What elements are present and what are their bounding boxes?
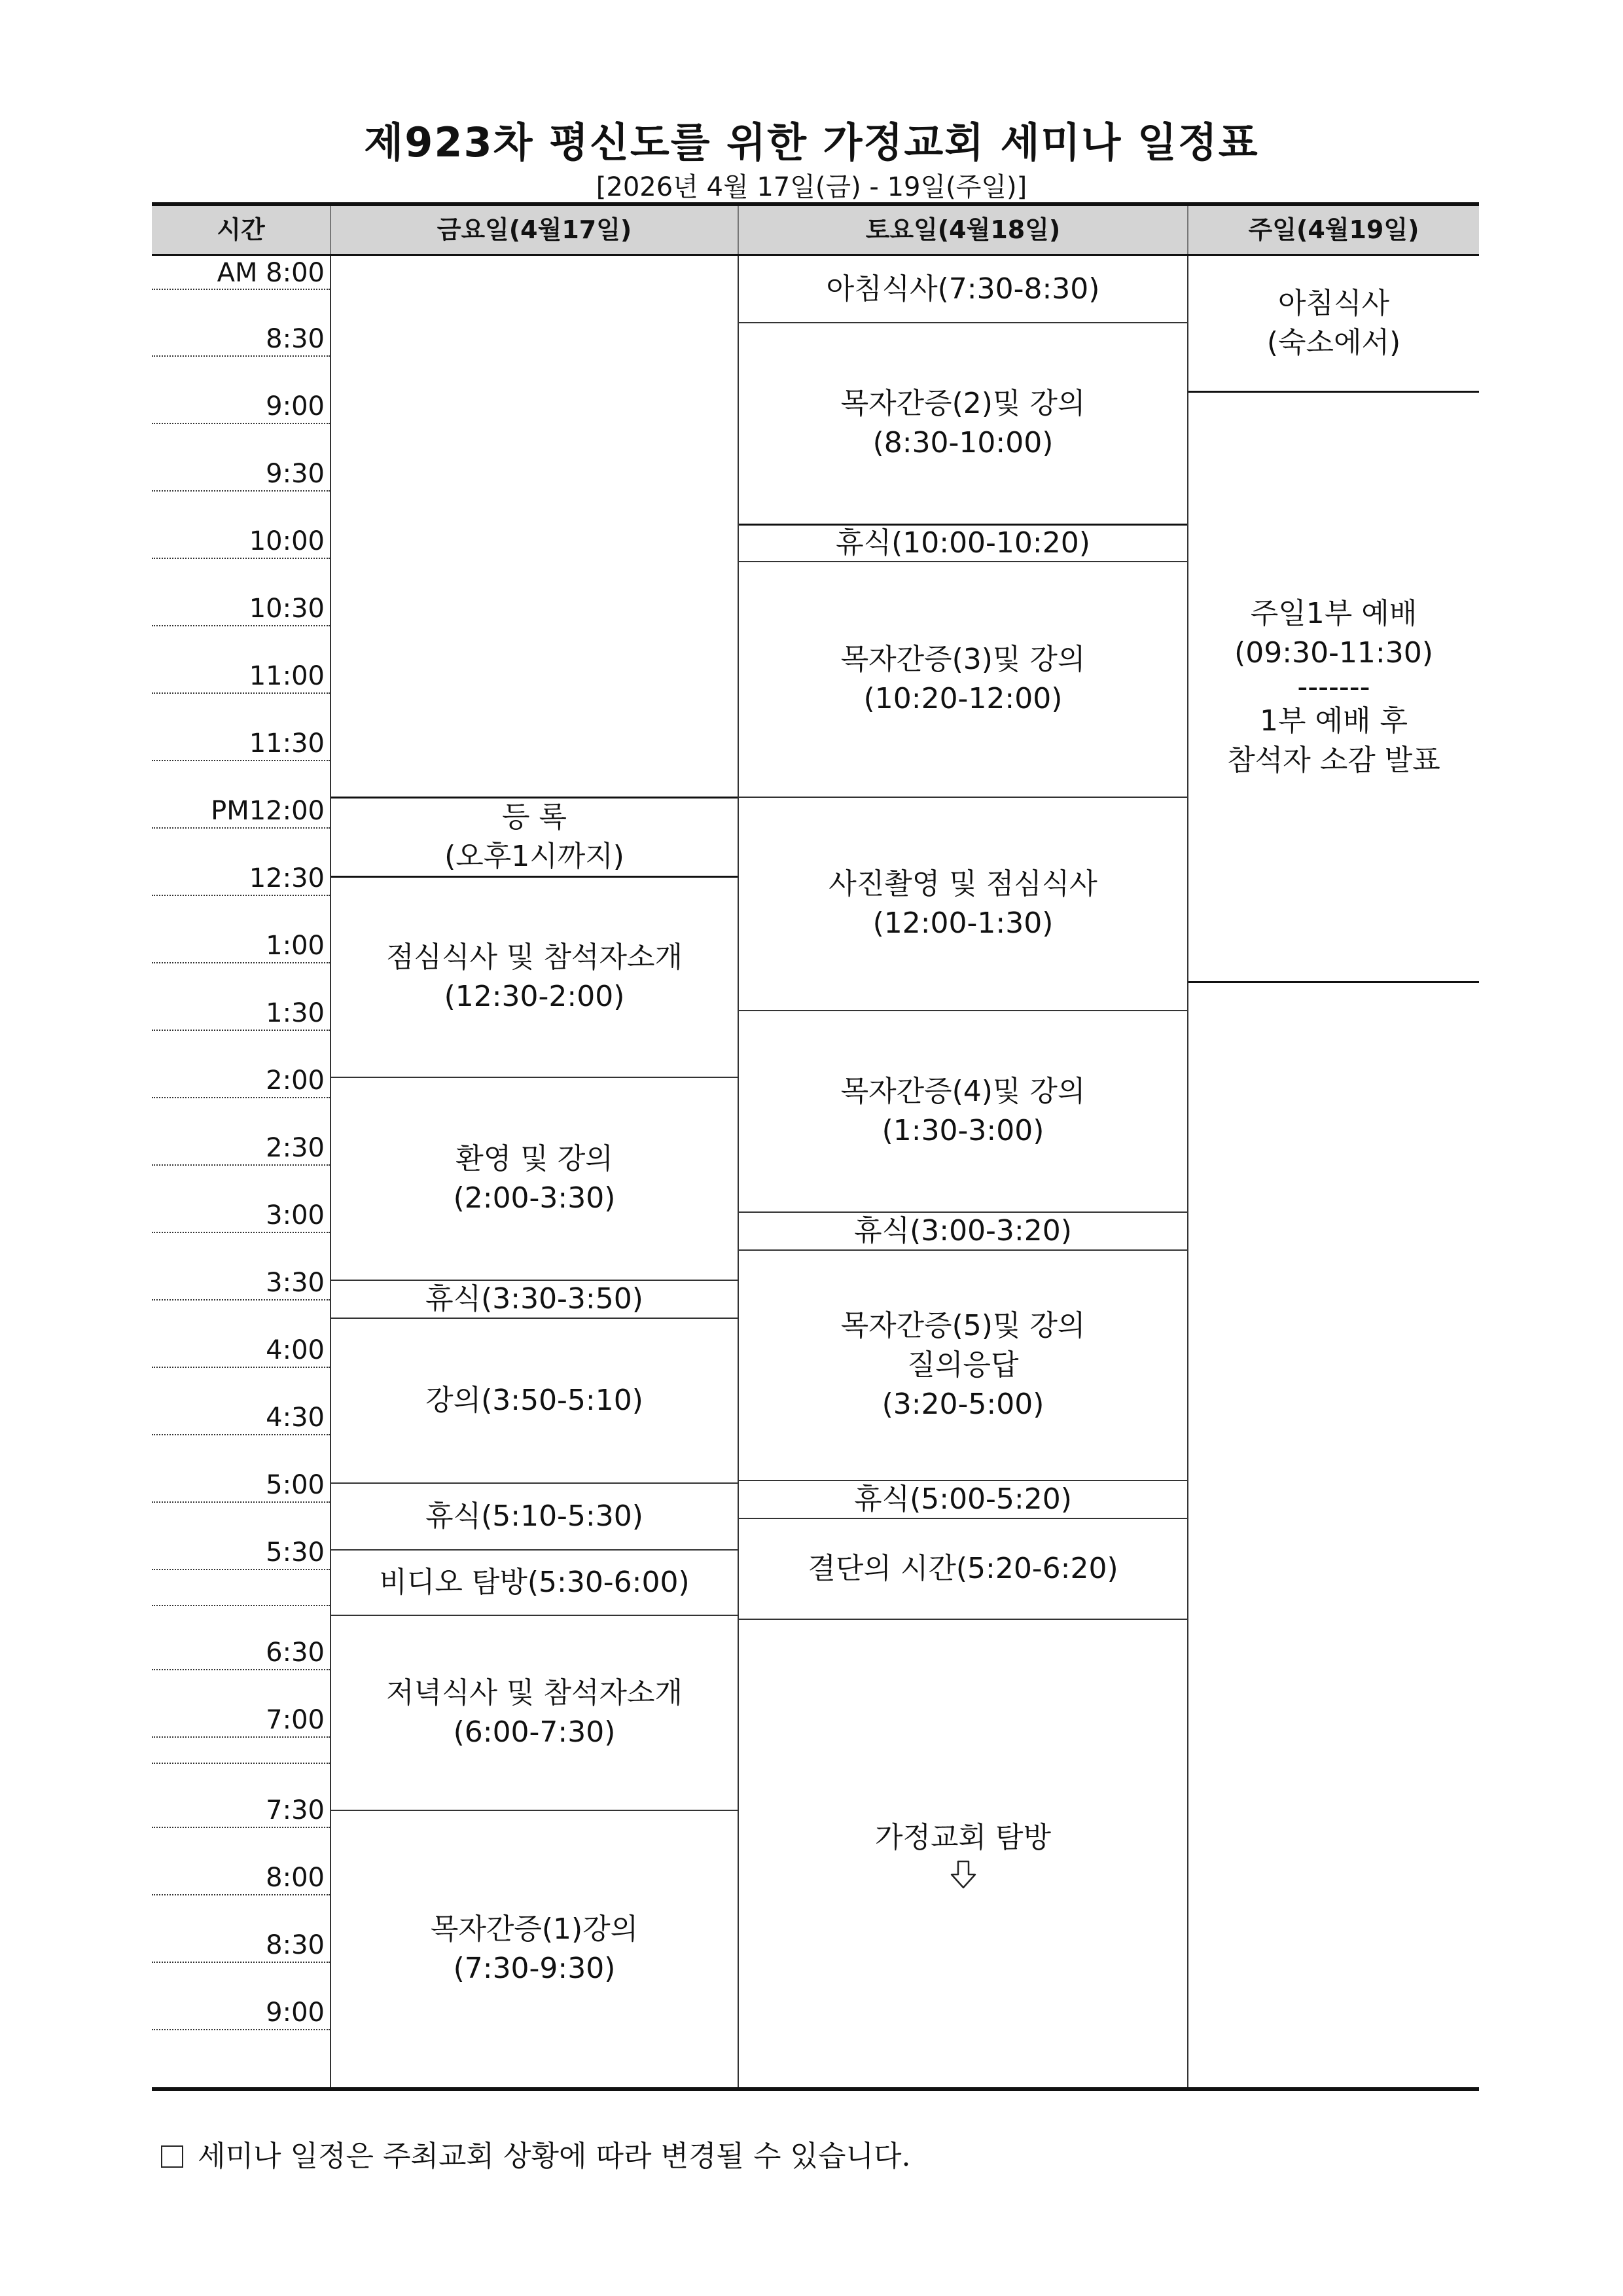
sat-testimony-5-title: 목자간증(5)및 강의 xyxy=(840,1309,1086,1342)
header-time: 시간 xyxy=(217,215,265,244)
time-label: 10:30 xyxy=(249,594,325,624)
time-label: 2:00 xyxy=(266,1066,325,1096)
sat-photo-lunch xyxy=(739,798,1187,1010)
fri-break-1: 휴식(3:30-3:50) xyxy=(331,1281,738,1318)
sat-break-3: 휴식(5:00-5:20) xyxy=(739,1481,1187,1518)
sun-breakfast xyxy=(1188,256,1479,391)
table-header xyxy=(152,206,1479,256)
fri-registration xyxy=(331,798,738,876)
header-friday: 금요일(4월17일) xyxy=(437,215,632,244)
sat-house-church-visit-title: 가정교회 탐방 xyxy=(874,1821,1051,1854)
fri-testimony-1-time: (7:30-9:30) xyxy=(453,1952,616,1985)
sun-worship-title: 주일1부 예배 xyxy=(1250,596,1418,630)
time-label: 1:00 xyxy=(266,931,325,961)
fri-lunch xyxy=(331,878,738,1077)
time-label: 4:30 xyxy=(266,1403,325,1433)
sun-worship-divider: ------- xyxy=(1297,670,1370,704)
fri-welcome-title: 환영 및 강의 xyxy=(455,1142,613,1175)
time-label: 7:30 xyxy=(266,1795,325,1825)
sat-testimony-2-time: (8:30-10:00) xyxy=(872,426,1054,459)
sun-breakfast-title: 아침식사 xyxy=(1277,287,1389,320)
sat-testimony-3-time: (10:20-12:00) xyxy=(863,682,1063,715)
fri-dinner-title: 저녁식사 및 참석자소개 xyxy=(385,1676,683,1710)
time-label: 9:00 xyxy=(266,391,325,422)
fri-testimony-1 xyxy=(331,1811,738,2087)
time-label: 11:30 xyxy=(249,728,325,759)
header-saturday: 토요일(4월18일) xyxy=(865,215,1061,244)
time-label: 5:00 xyxy=(266,1470,325,1500)
sat-testimony-5-time: (3:20-5:00) xyxy=(882,1388,1044,1421)
sat-testimony-2 xyxy=(739,323,1187,524)
time-label: 3:00 xyxy=(266,1200,325,1230)
sat-testimony-5 xyxy=(739,1251,1187,1480)
sun-breakfast-place: (숙소에서) xyxy=(1266,326,1401,359)
time-label: 6:30 xyxy=(266,1638,325,1668)
fri-video-tour: 비디오 탐방(5:30-6:00) xyxy=(331,1551,738,1615)
header-sunday: 주일(4월19일) xyxy=(1248,215,1419,244)
sat-testimony-4-time: (1:30-3:00) xyxy=(882,1114,1044,1147)
sat-breakfast: 아침식사(7:30-8:30) xyxy=(739,256,1187,322)
fri-dinner-time: (6:00-7:30) xyxy=(453,1715,616,1749)
sat-testimony-4-title: 목자간증(4)및 강의 xyxy=(840,1075,1086,1108)
time-label: 8:00 xyxy=(266,1863,325,1893)
fri-dinner xyxy=(331,1616,738,1810)
time-label: 4:00 xyxy=(266,1335,325,1365)
down-arrow-icon xyxy=(950,1857,976,1889)
sat-testimony-2-title: 목자간증(2)및 강의 xyxy=(840,387,1086,420)
time-label: 3:30 xyxy=(266,1268,325,1298)
fri-lunch-time: (12:30-2:00) xyxy=(444,980,625,1013)
time-label: AM 8:00 xyxy=(217,258,325,288)
time-label: PM12:00 xyxy=(211,796,325,826)
time-label: 9:00 xyxy=(266,1998,325,2028)
date-range: [2026년 4월 17일(금) - 19일(주일)] xyxy=(596,172,1027,202)
sun-worship-time: (09:30-11:30) xyxy=(1234,636,1433,670)
sat-testimony-5-qa: 질의응답 xyxy=(907,1348,1019,1382)
sun-worship-testimony: 참석자 소감 발표 xyxy=(1227,743,1440,777)
fri-lunch-title: 점심식사 및 참석자소개 xyxy=(385,941,683,974)
bottom-rule xyxy=(152,2087,1479,2091)
sat-testimony-3-title: 목자간증(3)및 강의 xyxy=(840,643,1086,676)
checkbox-icon xyxy=(161,2145,183,2168)
sat-break-1: 휴식(10:00-10:20) xyxy=(739,526,1187,561)
fri-break-2: 휴식(5:10-5:30) xyxy=(331,1484,738,1549)
time-label: 11:00 xyxy=(249,661,325,691)
sat-testimony-4 xyxy=(739,1011,1187,1211)
sun-worship xyxy=(1188,393,1479,981)
fri-registration-note: (오후1시까지) xyxy=(444,840,624,873)
time-label: 7:00 xyxy=(266,1705,325,1735)
sat-testimony-3 xyxy=(739,562,1187,797)
sun-worship-after: 1부 예배 후 xyxy=(1260,704,1408,738)
schedule-note xyxy=(161,2132,910,2174)
time-label: 12:30 xyxy=(249,863,325,893)
fri-registration-title: 등 록 xyxy=(502,800,567,834)
time-label: 10:00 xyxy=(249,526,325,556)
sat-house-church-visit xyxy=(739,1620,1187,2087)
fri-testimony-1-title: 목자간증(1)강의 xyxy=(430,1912,639,1946)
time-label: 8:30 xyxy=(266,324,325,354)
page-title: 제923차 평신도를 위한 가정교회 세미나 일정표 xyxy=(364,118,1259,166)
schedule-grid xyxy=(152,256,1479,2087)
sat-break-2: 휴식(3:00-3:20) xyxy=(739,1213,1187,1249)
time-label: 9:30 xyxy=(266,459,325,489)
time-label: 1:30 xyxy=(266,998,325,1028)
time-label: 5:30 xyxy=(266,1537,325,1568)
sat-photo-lunch-time: (12:00-1:30) xyxy=(872,906,1054,940)
sat-decision-time: 결단의 시간(5:20-6:20) xyxy=(739,1519,1187,1619)
fri-lecture: 강의(3:50-5:10) xyxy=(331,1319,738,1482)
sat-photo-lunch-title: 사진촬영 및 점심식사 xyxy=(829,867,1097,901)
fri-welcome xyxy=(331,1078,738,1280)
fri-welcome-time: (2:00-3:30) xyxy=(453,1181,616,1215)
time-label: 2:30 xyxy=(266,1133,325,1163)
schedule-note-text: 세미나 일정은 주최교회 상황에 따라 변경될 수 있습니다. xyxy=(198,2140,911,2173)
time-label: 8:30 xyxy=(266,1930,325,1960)
